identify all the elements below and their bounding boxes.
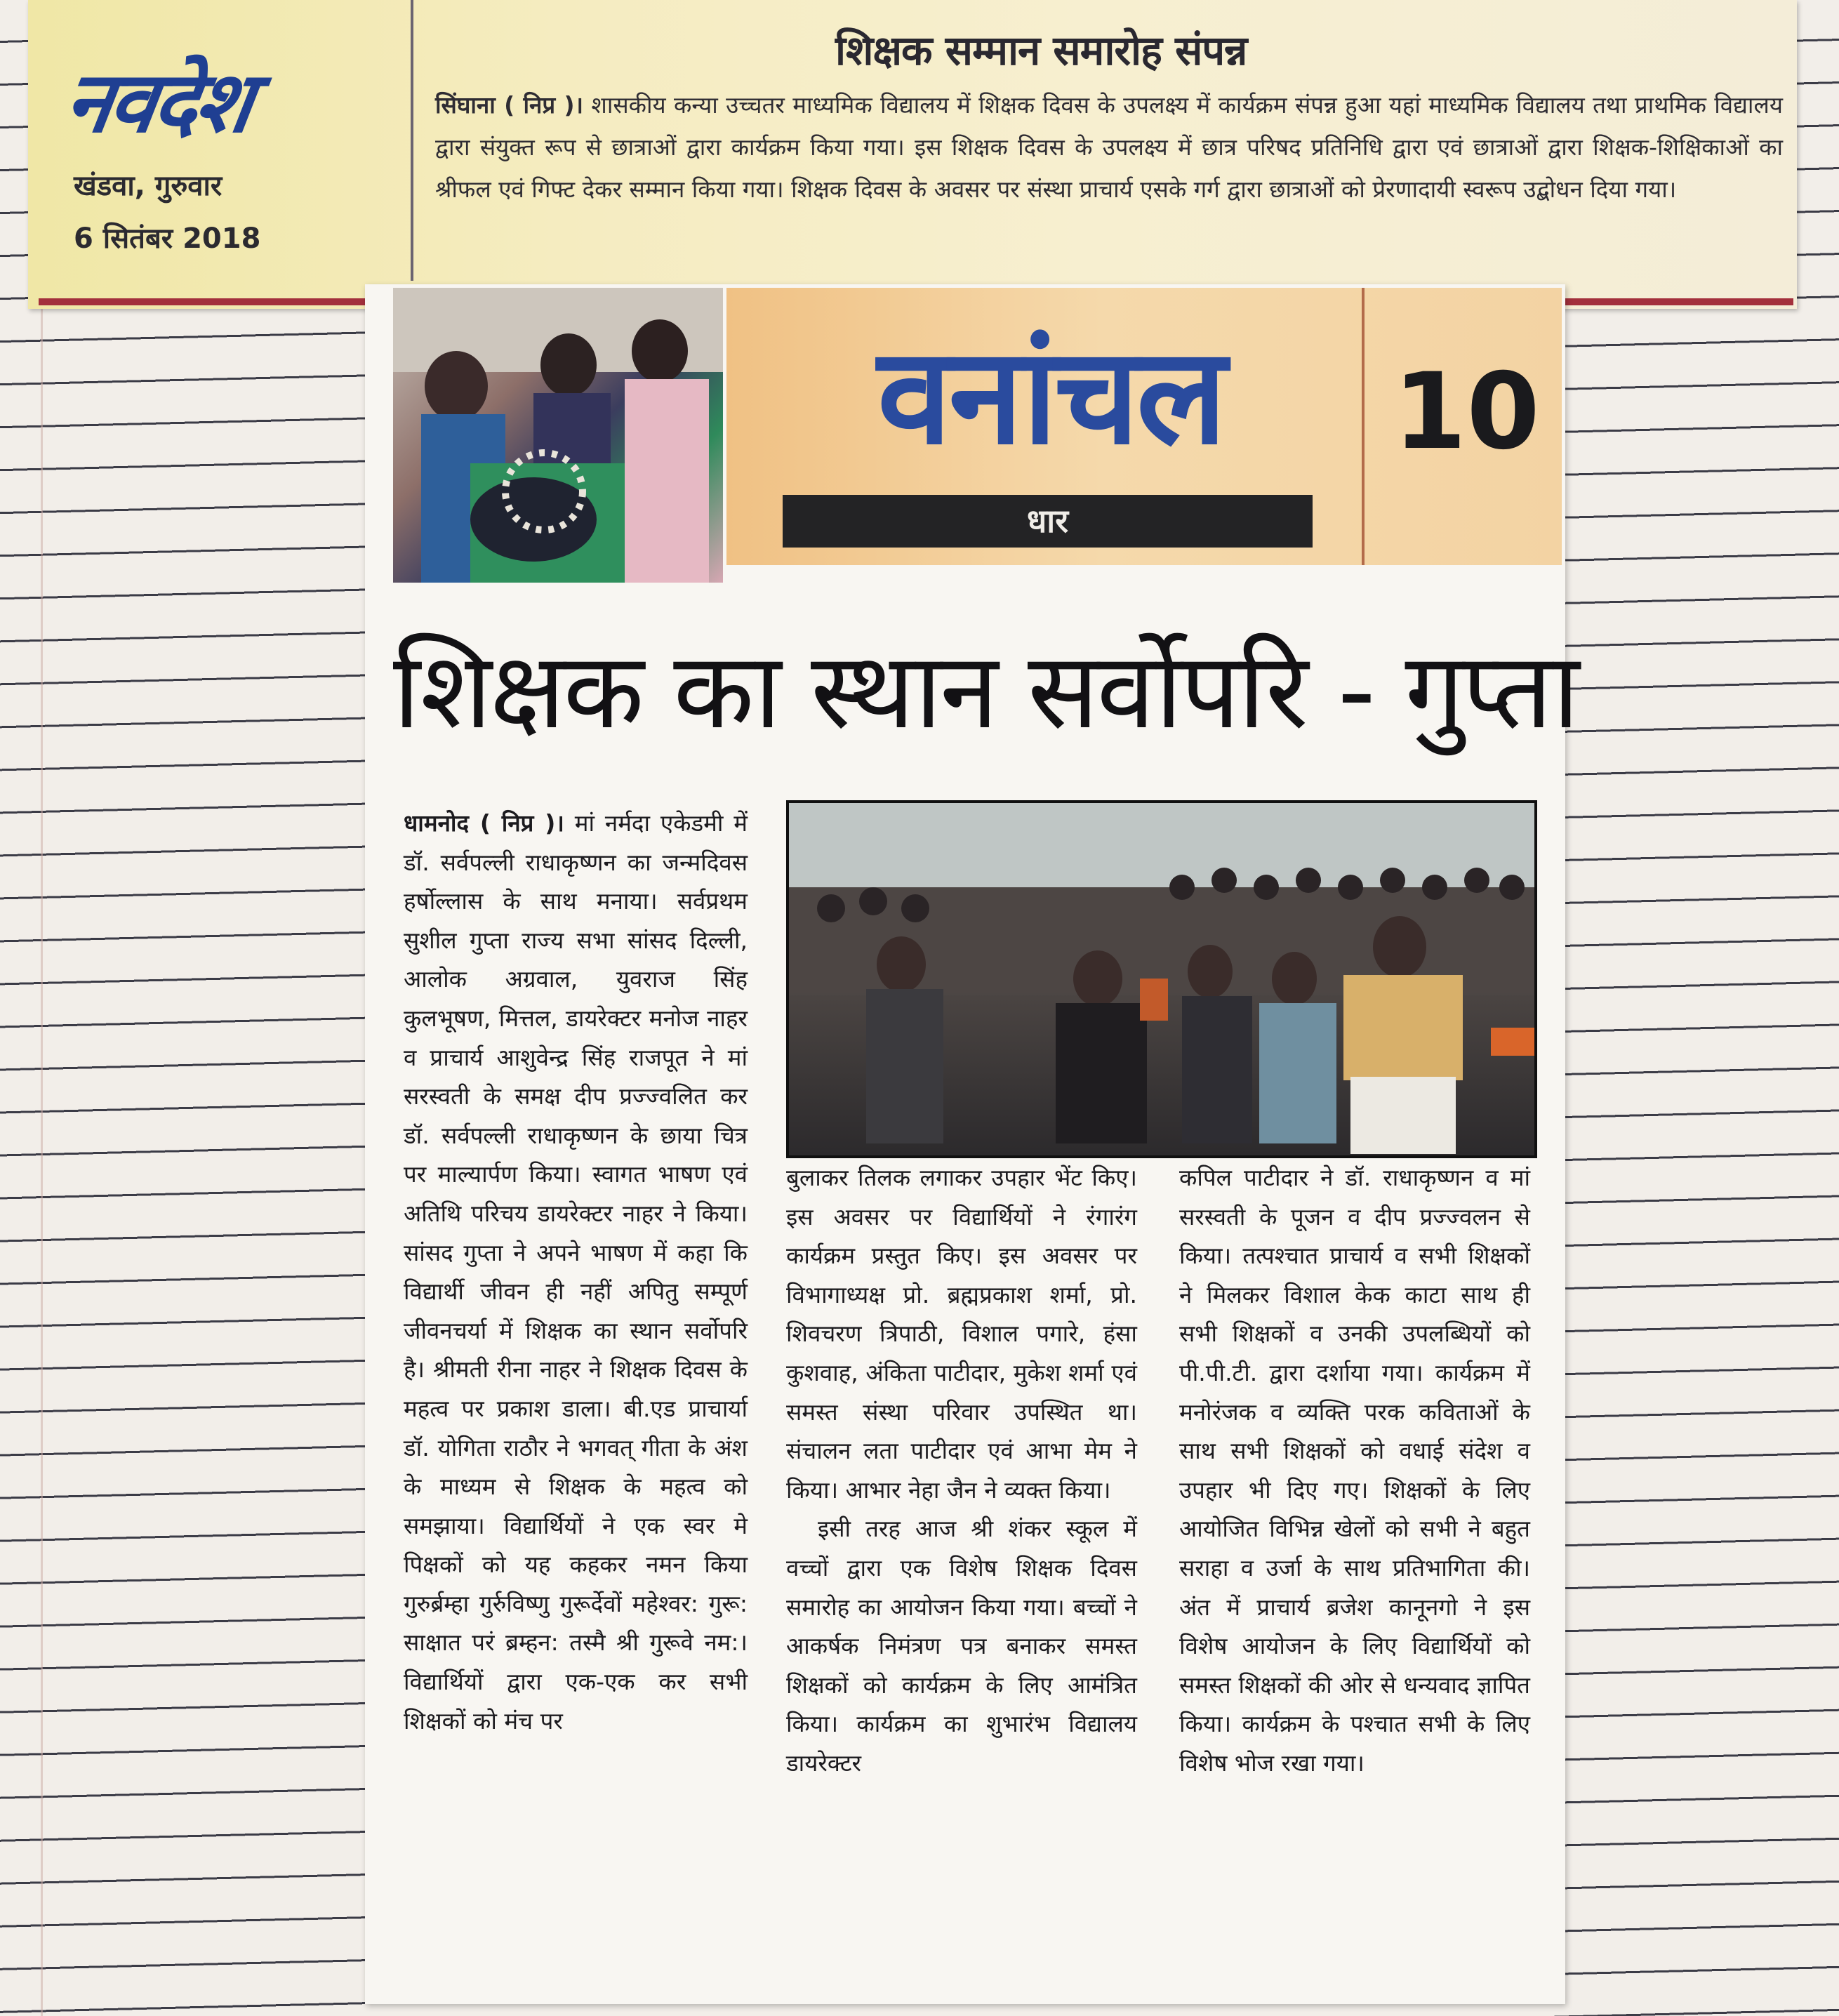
photo-dignitaries-seated bbox=[786, 800, 1537, 1158]
main-headline: शिक्षक का स्थान सर्वोपरि - गुप्ता bbox=[393, 630, 1578, 752]
article-column-3 bbox=[1179, 1158, 1530, 1783]
section-subtitle: धार bbox=[1026, 502, 1069, 540]
section-title: वनांचल bbox=[877, 319, 1224, 474]
edition-date: 6 सितंबर 2018 bbox=[74, 223, 261, 255]
page-number: 10 bbox=[1393, 351, 1540, 473]
banner-divider bbox=[1362, 288, 1365, 565]
column-1-text: मां नर्मदा एकेडमी में डॉ. सर्वपल्ली राधाकृष्णन का जन्मदिवस हर्षोल्लास के साथ मनाया। सर्वप्रथम सुशील गुप्ता राज्य सभा सांसद दिल्ली, आलोक अग्रवाल, युवराज सिंह कुलभूषण, मित्तल, डायरेक्टर मनोज नाहर व प्राचार्य आशुवेन्द्र सिंह राजपूत ने मां सरस्वती के समक्ष दीप प्रज्ज्वलित कर डॉ. सर्वपल्ली राधाकृष्णन के छाया चित्र पर माल्यार्पण किया। स्वागत भाषण एवं अतिथि परिचय डायरेक्टर नाहर ने किया। सांसद गुप्ता ने अपने भाषण में कहा कि विद्यार्थी जीवन ही नहीं अपितु सम्पूर्ण जीवनचर्या में शिक्षक का स्थान सर्वोपरि है। श्रीमती रीना नाहर ने शिक्षक दिवस के महत्व पर प्रकाश डाला। बी.एड प्राचार्या डॉ. योगिता राठौर ने भगवत् गीता के अंश के माध्यम से शिक्षक के महत्व को समझाया। विद्यार्थियों ने एक स्वर मे पिक्षकों को यह कहकर नमन किया गुरुर्ब्रम्हा गुर्रुविष्णु गुरूर्देवों महेश्वर: गुरू: साक्षात परं ब्रम्हन: तस्मै श्री गुरूवे नम:। विद्यार्थियों द्वारा एक-एक कर सभी शिक्षकों को मंच पर bbox=[404, 809, 748, 1735]
top-article-headline: शिक्षक सम्मान समारोह संपन्न bbox=[835, 27, 1247, 74]
main-article-dateline: धामनोद ( निप्र )। bbox=[404, 809, 564, 837]
column-2-paragraph-2: इसी तरह आज श्री शंकर स्कूल में वच्चों द्वारा एक विशेष शिक्षक दिवस समारोह का आयोजन किया गया। बच्चों ने आकर्षक निमंत्रण पत्र बनाकर समस्त शिक्षकों को कार्यक्रम के लिए आमंत्रित किया। कार्यक्रम का शुभारंभ विद्यालय डायरेक्टर bbox=[786, 1515, 1137, 1777]
top-article-body bbox=[435, 84, 1783, 211]
column-3-text: कपिल पाटीदार ने डॉ. राधाकृष्णन व मां सरस्वती के पूजन व दीप प्रज्ज्वलन से किया। तत्पश्चात प्राचार्य व सभी शिक्षकों ने मिलकर विशाल केक काटा साथ ही सभी शिक्षकों व उनकी उपलब्धियों को पी.पी.टी. द्वारा दर्शाया गया। कार्यक्रम में मनोरंजक व व्यक्ति परक कविताओं के साथ सभी शिक्षकों को वधाई संदेश व उपहार भी दिए गए। शिक्षकों के लिए आयोजित विभिन्न खेलों को सभी ने बहुत सराहा व उर्जा के साथ प्रतिभागिता की। अंत में प्राचार्य ब्रजेश कानूनगो ने इस विशेष आयोजन के लिए विद्यार्थियों को समस्त शिक्षकों की ओर से धन्यवाद ज्ञापित किया। कार्यक्रम के पश्चात सभी के लिए विशेष भोज रखा गया। bbox=[1179, 1164, 1530, 1777]
article-column-2 bbox=[786, 1158, 1137, 1783]
edition-place-day: खंडवा, गुरुवार bbox=[74, 170, 223, 202]
photo-students-gifting bbox=[393, 288, 723, 583]
column-divider bbox=[411, 0, 413, 281]
article-column-1 bbox=[404, 804, 748, 1740]
column-2-paragraph-1: बुलाकर तिलक लगाकर उपहार भेंट किए। इस अवसर पर विद्यार्थियों ने रंगारंग कार्यक्रम प्रस्तुत किए। इस अवसर पर विभागाध्यक्ष प्रो. ब्रह्मप्रकाश शर्मा, प्रो. शिवचरण त्रिपाठी, विशाल पगारे, हंसा कुशवाह, अंकिता पाटीदार, मुकेश शर्मा एवं समस्त संस्था परिवार उपस्थित था। संचालन लता पाटीदार एवं आभा मेम ने किया। आभार नेहा जैन ने व्यक्त किया। bbox=[786, 1164, 1137, 1504]
top-article-text: शासकीय कन्या उच्चतर माध्यमिक विद्यालय में शिक्षक दिवस के उपलक्ष्य में कार्यक्रम संपन्न हुआ यहां माध्यमिक विद्यालय तथा प्राथमिक विद्यालय द्वारा संयुक्त रूप से छात्राओं द्वारा कार्यक्रम किया गया। इस शिक्षक दिवस के उपलक्ष्य में छात्र परिषद प्रतिनिधि द्वारा एवं छात्राओं द्वारा शिक्षक-शिक्षिकाओं का श्रीफल एवं गिफ्ट देकर सम्मान किया गया। शिक्षक दिवस के अवसर पर संस्था प्राचार्य एसके गर्ग द्वारा छात्राओं को प्रेरणादायी स्वरूप उद्बोधन दिया गया। bbox=[435, 91, 1783, 203]
masthead-logo: नवदेश bbox=[58, 54, 257, 152]
top-article-dateline: सिंघाना ( निप्र )। bbox=[435, 91, 584, 119]
